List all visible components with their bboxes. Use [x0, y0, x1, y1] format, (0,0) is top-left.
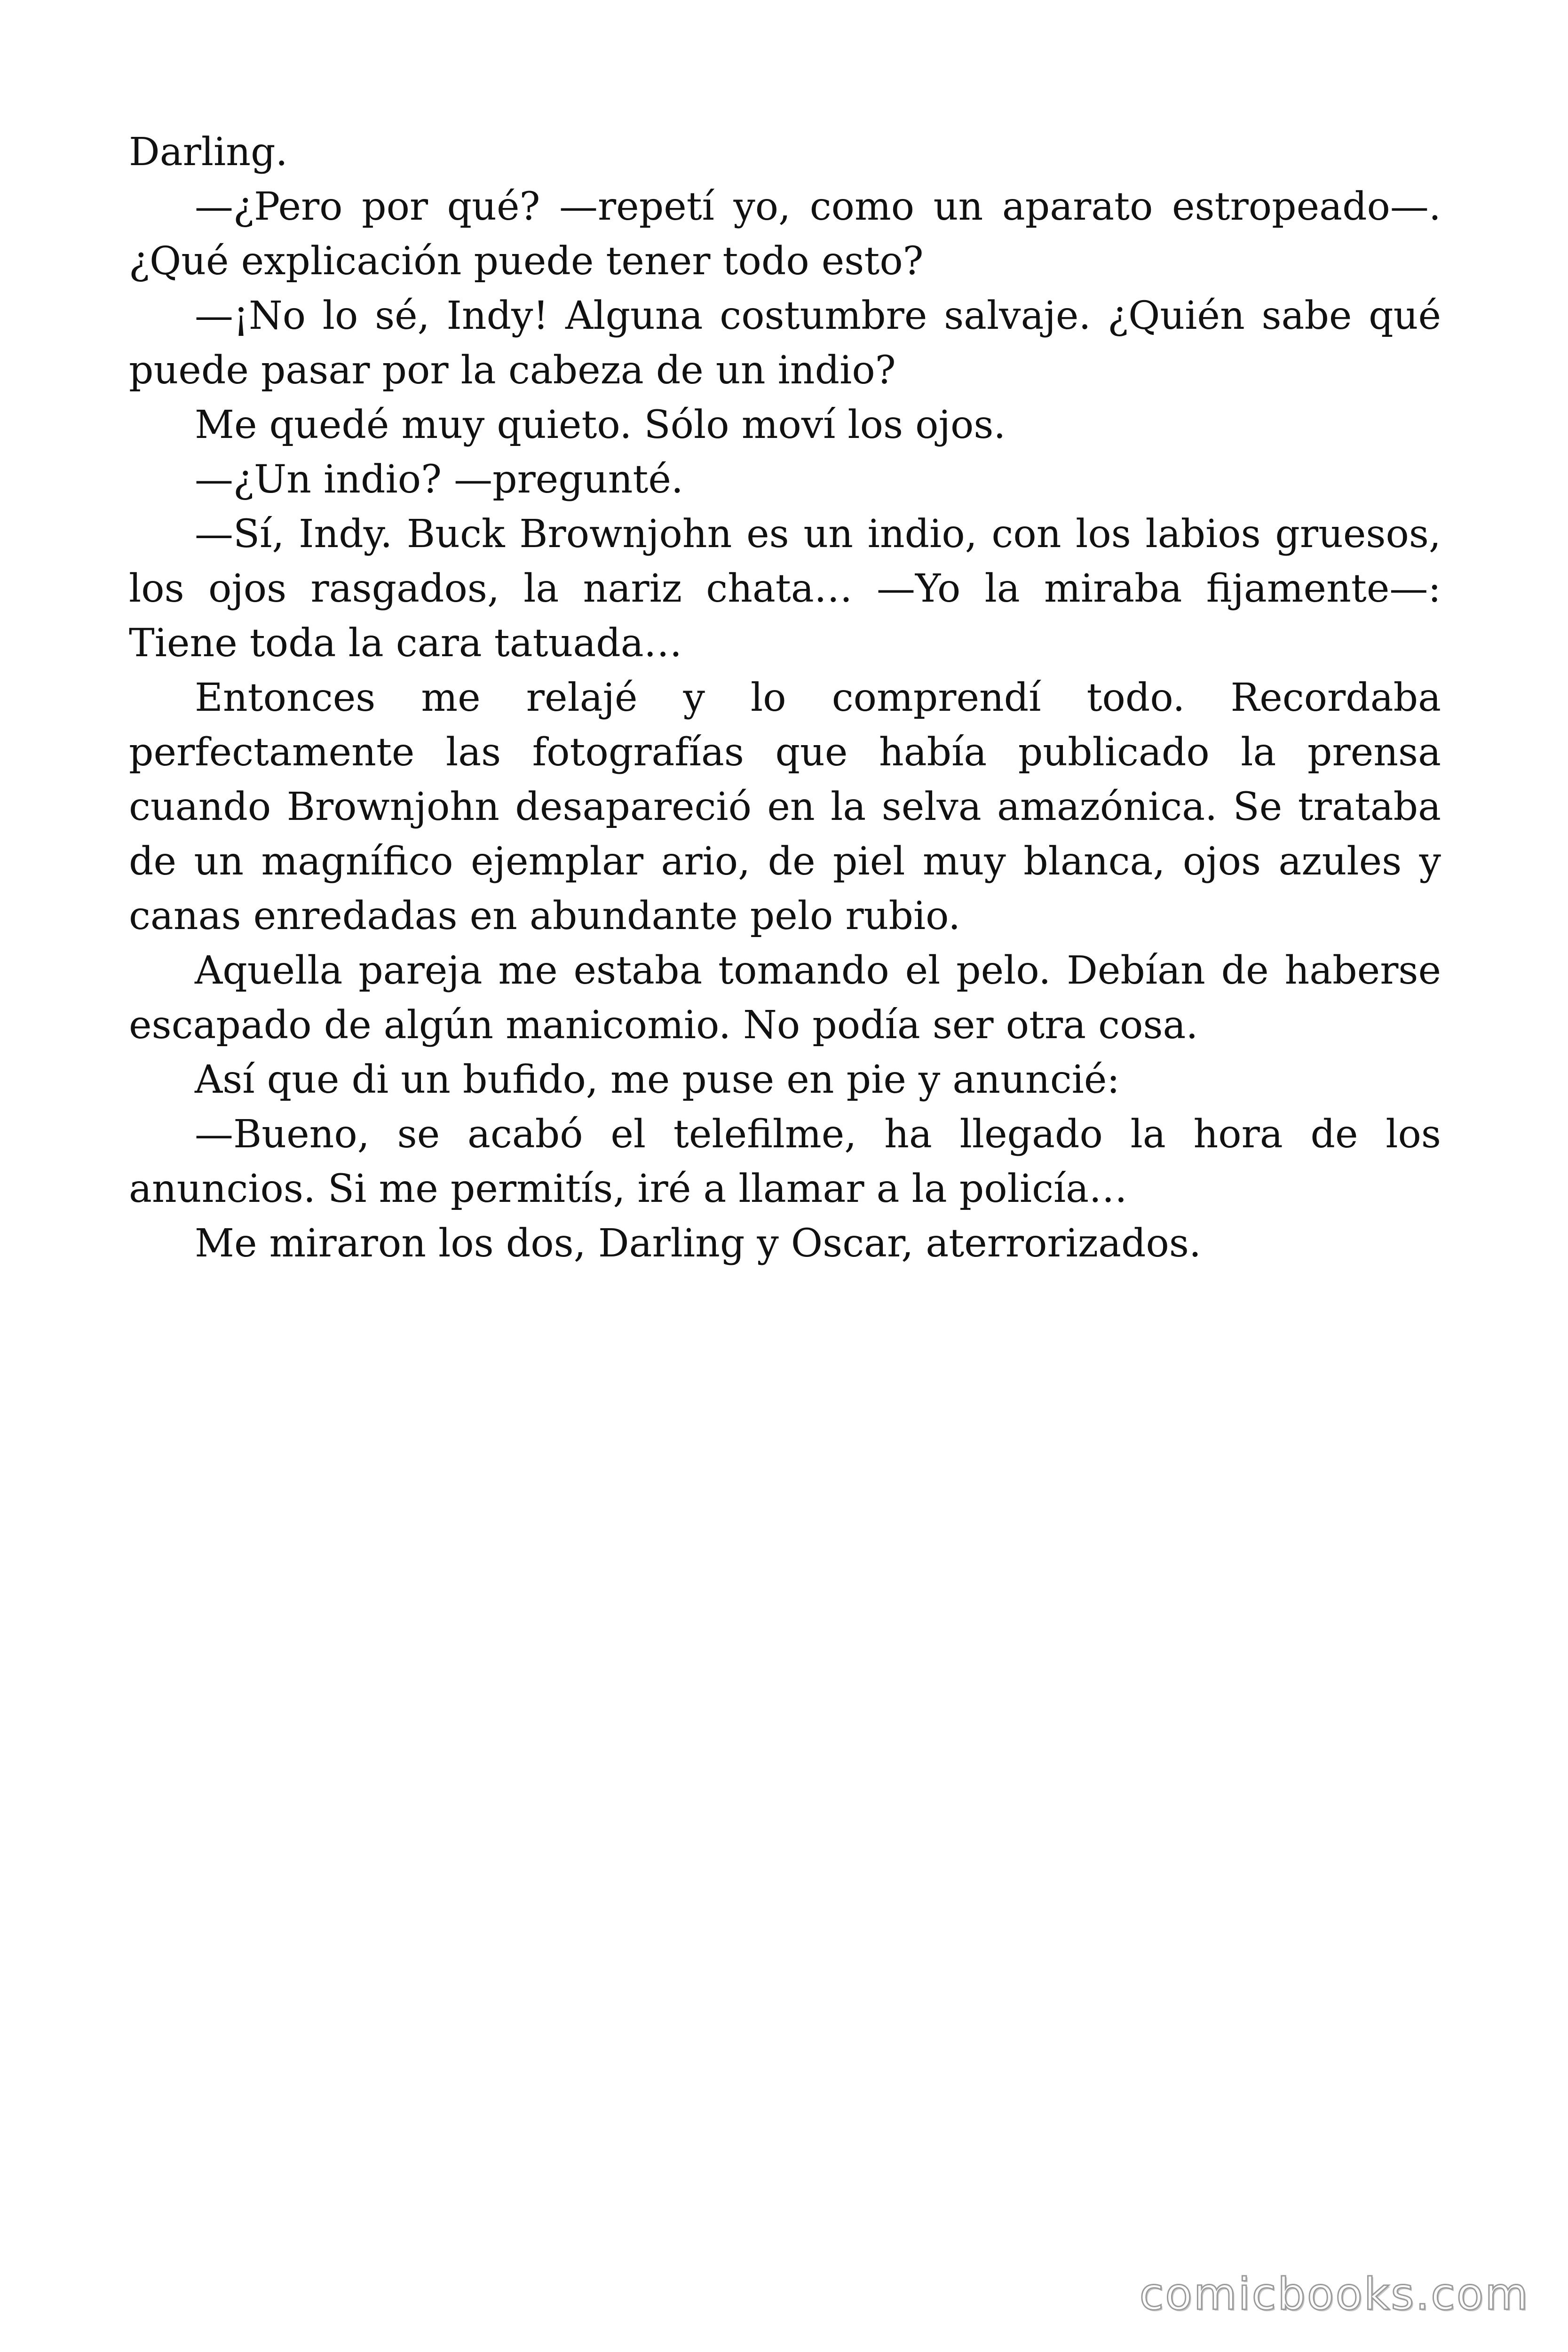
paragraph: Entonces me relajé y lo comprendí todo. Recordaba perfectamente las fotografías que había publicado la prensa cuando Brownjohn desapareció en la selva amazónica. Se trataba de un magnífico ejemplar ario, de piel muy blanca, ojos azules y canas enredadas en abundante pelo rubio. [129, 675, 1441, 938]
paragraph-continuation: Darling. [129, 130, 288, 175]
book-page-text [129, 125, 1441, 1271]
paragraph: —¿Pero por qué? —repetí yo, como un aparato estropeado—. ¿Qué explicación puede tener todo esto? [129, 184, 1441, 284]
paragraph: —¿Un indio? —pregunté. [195, 457, 683, 502]
paragraph: —¡No lo sé, Indy! Alguna costumbre salvaje. ¿Quién sabe qué puede pasar por la cabeza de un indio? [129, 294, 1441, 393]
paragraph: Aquella pareja me estaba tomando el pelo. Debían de haberse escapado de algún manicomio. No podía ser otra cosa. [129, 948, 1441, 1048]
paragraph: Me miraron los dos, Darling y Oscar, aterrorizados. [195, 1221, 1202, 1266]
watermark: comicbooks.com [1139, 2269, 1529, 2320]
paragraph: —Bueno, se acabó el telefilme, ha llegado la hora de los anuncios. Si me permitís, iré a llamar a la policía… [129, 1112, 1441, 1211]
paragraph: Así que di un bufido, me puse en pie y anuncié: [195, 1057, 1120, 1102]
paragraph: Me quedé muy quieto. Sólo moví los ojos. [195, 403, 1006, 447]
paragraph: —Sí, Indy. Buck Brownjohn es un indio, con los labios gruesos, los ojos rasgados, la nariz chata… —Yo la miraba fijamente—: Tiene toda la cara tatuada… [129, 512, 1441, 666]
